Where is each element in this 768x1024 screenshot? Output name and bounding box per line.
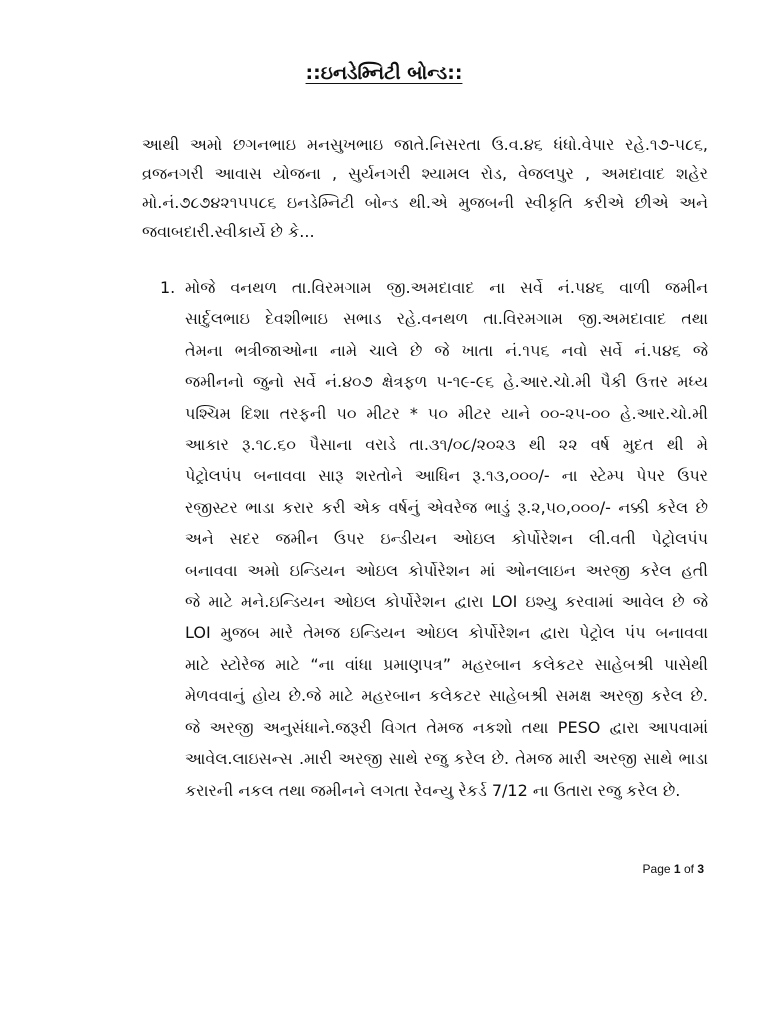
list-item-line: બનાવવા અમો ઇન્ડિયન ઓઇલ કોર્પોરેશન માં ઓનલાઇન અરજી કરેલ હતી <box>185 560 708 580</box>
total-pages-number: 3 <box>697 862 704 876</box>
list-item-line: મોજે વનથળ તા.વિરમગામ જી.અમદાવાદ ના સર્વે નં.૫૪૬ વાળી જમીન <box>185 278 708 297</box>
list-item-line: જે અરજી અનુસંધાને.જરૂરી વિગત તેમજ નકશો તથા PESO દ્વારા આપવામાં <box>185 717 708 737</box>
list-item-line: જમીનનો જુનો સર્વે નં.૪૦૭ ક્ષેત્રફળ ૫-૧૯-૯૬ હે.આર.ચો.મી પૈકી ઉત્તર મધ્ય <box>185 372 708 392</box>
numbered-list <box>160 272 708 806</box>
intro-paragraph <box>142 130 708 246</box>
list-item-line: પશ્ચિમ દિશા તરફની ૫૦ મીટર * ૫૦ મીટર યાને ૦૦-૨૫-૦૦ હે.આર.ચો.મી <box>185 403 708 423</box>
page-label: Page <box>642 862 671 876</box>
list-item-line: જે માટે મને.ઇન્ડિયન ઓઇલ કોર્પોરેશન દ્વારા LOI ઇશ્યુ કરવામાં આવેલ છે જે <box>185 592 708 612</box>
list-item-line: માટે સ્ટોરેજ માટે “ના વાંધા પ્રમાણપત્ર” મહરબાન કલેકટર સાહેબશ્રી પાસેથી <box>185 654 708 674</box>
list-item-line: મેળવવાનું હોય છે.જે માટે મહરબાન કલેકટર સાહેબશ્રી સમક્ષ અરજી કરેલ છે. <box>185 686 708 706</box>
list-item-line: સાર્દુલભાઇ દેવશીભાઇ સભાડ રહે.વનથળ તા.વિરમગામ જી.અમદાવાદ તથા <box>185 309 708 329</box>
list-item <box>160 272 708 806</box>
list-item-number: 1. <box>160 278 176 297</box>
list-item-line: તેમના ભત્રીજાઓના નામે ચાલે છે જે ખાતા નં.૧૫૬ નવો સર્વે નં.૫૪૬ જે <box>185 340 708 360</box>
of-label: of <box>683 862 694 876</box>
list-item-line: LOI મુજબ મારે તેમજ ઇન્ડિયન ઓઇલ કોર્પોરેશન દ્વારા પેટ્રોલ પંપ બનાવવા <box>185 623 708 643</box>
list-item-line: આવેલ.લાઇસન્સ .મારી અરજી સાથે રજુ કરેલ છે. તેમજ મારી અરજી સાથે ભાડા <box>185 749 708 769</box>
page-number-footer <box>643 862 704 876</box>
list-item-line: પેટ્રોલપંપ બનાવવા સારૂ શરતોને આધિન રૂ.૧૩,૦૦૦/- ના સ્ટેમ્પ પેપર ઉપર <box>185 466 708 486</box>
list-item-line: અને સદર જમીન ઉપર ઇન્ડીયન ઓઇલ કોર્પોરેશન લી.વતી પેટ્રોલપંપ <box>185 529 708 549</box>
document-title: ::ઇનડેમ્નિટી બોન્ડ:: <box>305 62 463 84</box>
intro-text: આથી અમો છગનભાઇ મનસુખભાઇ જાતે.નિસરતા ઉ.વ.૪૬ ધંધો.વેપાર રહે.૧૭-૫૮૬, વ્રજનગરી આવાસ યોજના , સુર્યનગરી શ્યામલ રોડ, વેજલપુર , અમદાવાદ શહેર મો.નં.૭૮૭૪૨૧૫૫૮૬ ઇનડેમ્નિટી બોન્ડ થી.એ મુજબની સ્વીકૃતિ કરીએ છીએ અને જવાબદારી.સ્વીકાર્યે છે કે... <box>142 135 708 241</box>
current-page-number: 1 <box>673 862 681 876</box>
list-item-line: રજીસ્ટર ભાડા કરાર કરી એક વર્ષનું એવરેજ ભાડું રૂ.૨,૫૦,૦૦૦/- નક્કી કરેલ છે <box>185 497 708 517</box>
list-item-line: આકાર રૂ.૧૮.૬૦ પૈસાના વરાડે તા.૩૧/૦૮/૨૦૨૩ થી ૨૨ વર્ષ મુદત થી મે <box>185 435 708 455</box>
list-item-line: કરારની નકલ તથા જમીનને લગતા રેવન્યુ રેકર્ડ 7/12 ના ઉતારા રજુ કરેલ છે. <box>185 780 681 800</box>
